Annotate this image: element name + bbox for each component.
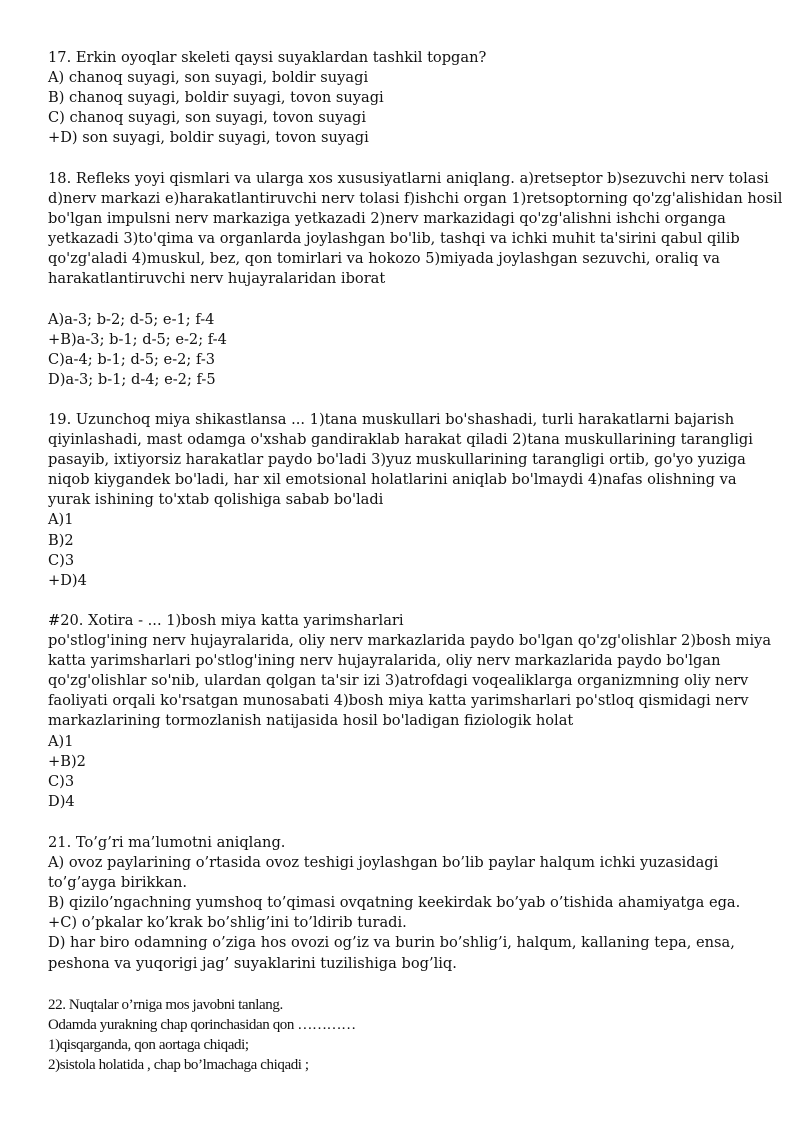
question-20-stem-line: #20. Xotira - ... 1)bosh miya katta yarimsharlari — [48, 612, 404, 629]
question-18-stem-line: harakatlantiruvchi nerv hujayralaridan iborat — [48, 270, 386, 288]
question-20-stem-line: markazlarining tormozlanish natijasida hosil bo'ladigan fiziologik holat — [48, 712, 574, 730]
question-21-option-b: B) qizilo’ngachning yumshoq to’qimasi ovqatning keekirdak bo’yab o’tishida ahamiyatga ega. — [48, 894, 741, 912]
question-17-option-d: +D) son suyagi, boldir suyagi, tovon suyagi — [48, 129, 369, 147]
question-20 — [48, 611, 772, 812]
question-17 — [48, 48, 768, 148]
question-18-option-b: +B)a-3; b-1; d-5; e-2; f-4 — [48, 330, 227, 348]
question-20-stem-line: po'stlog'ining nerv hujayralarida, oliy nerv markazlarida paydo bo'lgan qo'zg'olishlar 2)bosh miya — [48, 632, 772, 650]
question-20-option-c: C)3 — [48, 772, 75, 790]
question-20-option-d: D)4 — [48, 792, 75, 810]
question-18-option-d: D)a-3; b-1; d-4; e-2; f-5 — [48, 370, 216, 388]
question-18-option-a: A)a-3; b-2; d-5; e-1; f-4 — [48, 310, 215, 328]
question-19-stem-line: niqob kiygandek bo'ladi, har xil emotsional holatlarini aniqlab bo'lmaydi 4)nafas olishning va — [48, 471, 737, 489]
question-21-option-d: D) har biro odamning o’ziga hos ovozi og’iz va burin bo’shlig’i, halqum, kallaning tepa, ensa, — [48, 934, 735, 952]
question-22-item-2: 2)sistola holatida , chap bo’lmachaga chiqadi ; — [48, 1057, 309, 1074]
question-21-option-c: +C) o’pkalar ko’krak bo’shlig’ini to’ldirib turadi. — [48, 914, 407, 932]
question-21 — [48, 833, 768, 974]
question-19-stem-line: qiyinlashadi, mast odamga o'xshab gandiraklab harakat qiladi 2)tana muskullarining tarangligi — [48, 431, 753, 449]
question-18 — [48, 169, 783, 390]
question-18-stem-line: bo'lgan impulsni nerv markaziga yetkazadi 2)nerv markazidagi qo'zg'alishni ishchi organga — [48, 210, 726, 228]
question-21-option-a-cont: to’g’ayga birikkan. — [48, 874, 187, 892]
question-18-stem-line: d)nerv markazi e)harakatlantiruvchi nerv tolasi f)ishchi organ 1)retsoptorning qo'zg'alishidan hosil — [48, 190, 783, 208]
question-22-item-1: 1)qisqarganda, qon aortaga chiqadi; — [48, 1037, 249, 1054]
question-17-option-b: B) chanoq suyagi, boldir suyagi, tovon suyagi — [48, 89, 384, 107]
question-20-option-a: A)1 — [48, 732, 74, 750]
question-19-stem-line: yurak ishining to'xtab qolishiga sabab bo'ladi — [48, 491, 384, 509]
question-19-option-b: B)2 — [48, 531, 74, 549]
question-18-option-c: C)a-4; b-1; d-5; e-2; f-3 — [48, 350, 216, 368]
question-22-prompt: Odamda yurakning chap qorinchasidan qon ………… — [48, 1017, 356, 1034]
blank-line — [48, 290, 768, 310]
question-18-stem-line: 18. Refleks yoyi qismlari va ularga xos xususiyatlarni aniqlang. a)retseptor b)sezuvchi nerv tolasi — [48, 170, 769, 187]
question-22-stem: 22. Nuqtalar o’rniga mos javobni tanlang. — [48, 997, 283, 1013]
question-17-stem: 17. Erkin oyoqlar skeleti qaysi suyaklardan tashkil topgan? — [48, 49, 487, 66]
question-20-stem-line: katta yarimsharlari po'stlog'ining nerv hujayralarida, oliy nerv markazlarida paydo bo'lgan — [48, 652, 721, 670]
question-17-option-c: C) chanoq suyagi, son suyagi, tovon suyagi — [48, 109, 367, 127]
question-19-stem-line: pasayib, ixtiyorsiz harakatlar paydo bo'ladi 3)yuz muskullarining tarangligi ortib, go'yo yuziga — [48, 451, 746, 469]
question-19 — [48, 410, 768, 591]
question-19-option-a: A)1 — [48, 511, 74, 529]
question-21-option-a: A) ovoz paylarining o’rtasida ovoz teshigi joylashgan bo’lib paylar halqum ichki yuzasidagi — [48, 854, 719, 872]
question-18-stem-line: yetkazadi 3)to'qima va organlarda joylashgan bo'lib, tashqi va ichki muhit ta'sirini qabul qilib — [48, 230, 740, 248]
question-20-option-b: +B)2 — [48, 752, 86, 770]
question-19-stem-line: 19. Uzunchoq miya shikastlansa ... 1)tana muskullari bo'shashadi, turli harakatlarni bajarish — [48, 411, 735, 428]
question-21-option-d-cont: peshona va yuqorigi jag’ suyaklarini tuzilishiga bog’liq. — [48, 954, 457, 972]
question-17-option-a: A) chanoq suyagi, son suyagi, boldir suyagi — [48, 69, 369, 87]
question-19-option-d: +D)4 — [48, 571, 87, 589]
question-20-stem-line: faoliyati orqali ko'rsatgan munosabati 4)bosh miya katta yarimsharlari po'stloq qismidagi nerv — [48, 692, 749, 710]
question-21-stem: 21. To’g’ri ma’lumotni aniqlang. — [48, 834, 286, 851]
question-19-option-c: C)3 — [48, 551, 75, 569]
question-20-stem-line: qo'zg'olishlar so'nib, ulardan qolgan ta'sir izi 3)atrofdagi voqealiklarga organizmning oliy nerv — [48, 672, 749, 690]
question-18-stem-line: qo'zg'aladi 4)muskul, bez, qon tomirlari va hokozo 5)miyada joylashgan sezuvchi, oraliq va — [48, 250, 720, 268]
question-22 — [48, 995, 768, 1075]
